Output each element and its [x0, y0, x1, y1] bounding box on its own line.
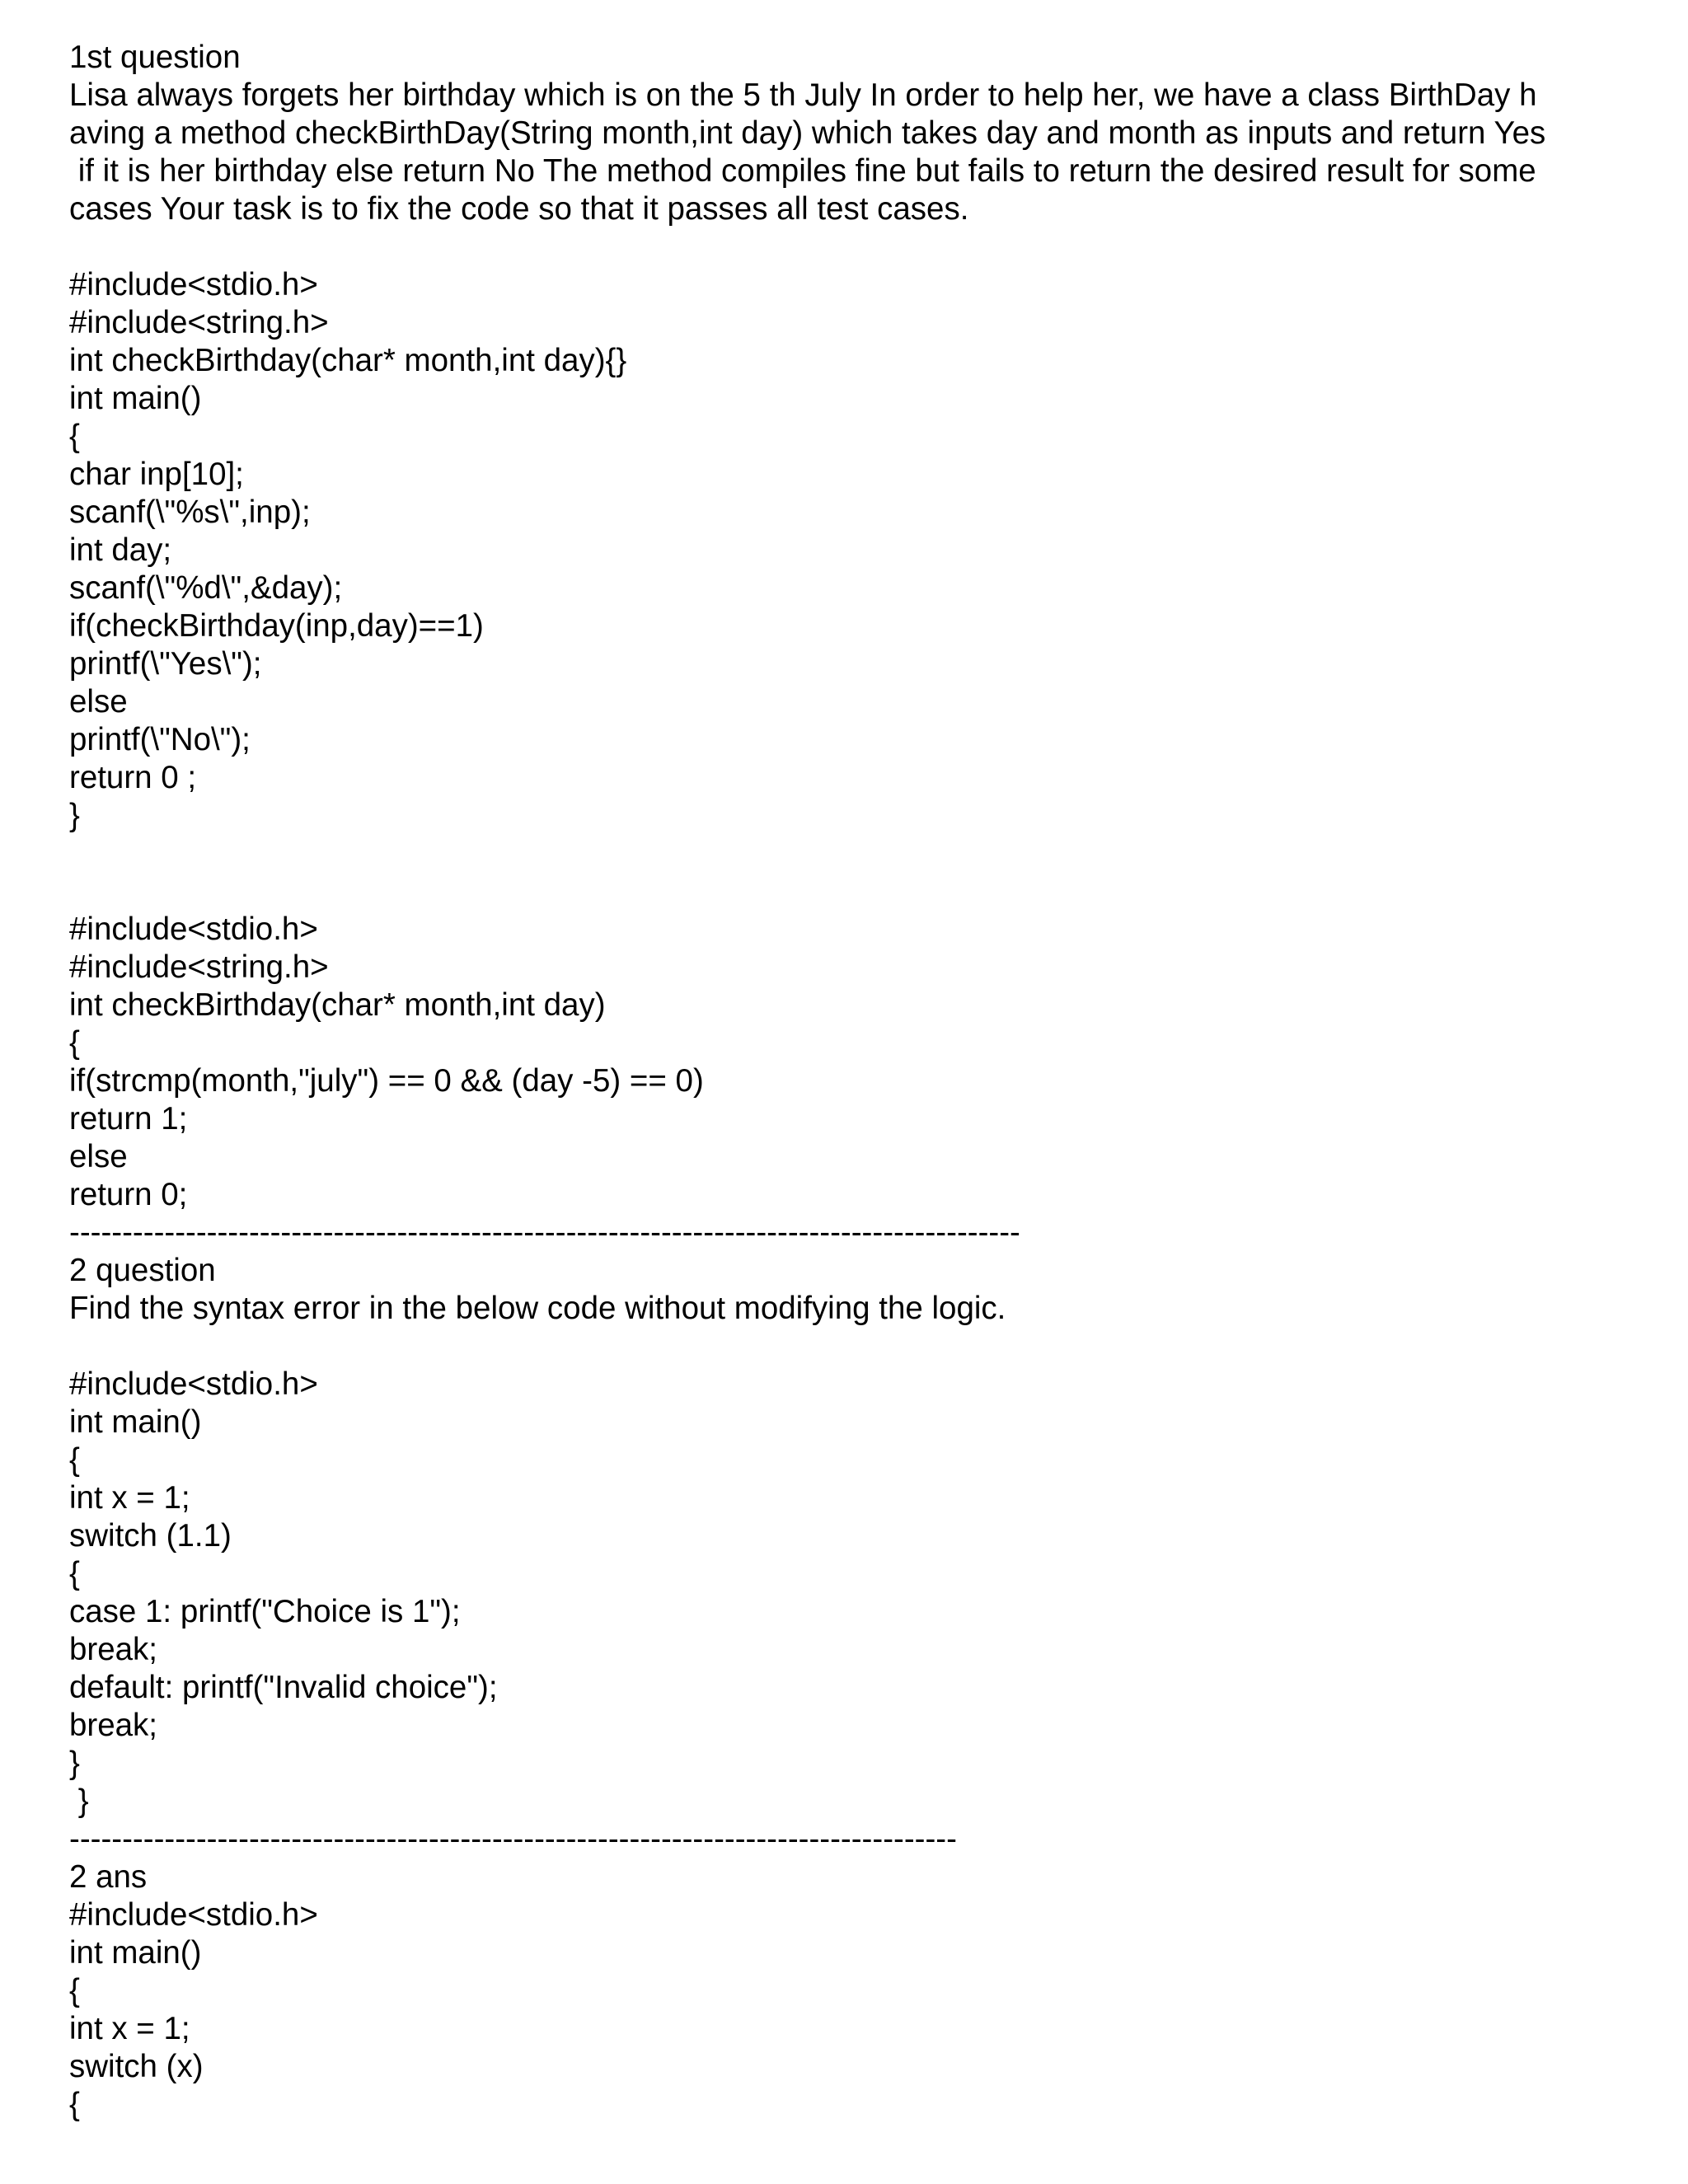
question-1-description: [69, 77, 1635, 228]
question-1-code: [69, 266, 1635, 835]
code-line: {: [69, 1556, 80, 1591]
code-line: break;: [69, 1632, 158, 1667]
question-2-answer-code: [69, 1896, 1635, 2124]
paragraph-line: aving a method checkBirthDay(String month,int day) which takes day and month as inputs and return Yes: [69, 115, 1546, 151]
code-line: {: [69, 1025, 80, 1061]
code-line: int main(): [69, 381, 202, 416]
code-line: }: [69, 1783, 89, 1819]
code-line: {: [69, 1442, 80, 1478]
code-line: #include<string.h>: [69, 305, 329, 340]
question-1-title: 1st question: [69, 40, 241, 75]
divider: ------------------------------------------------------------------------------------------: [69, 1215, 1020, 1250]
code-line: }: [69, 1746, 80, 1781]
code-line: printf(\"Yes\");: [69, 646, 262, 682]
code-line: #include<stdio.h>: [69, 1897, 318, 1933]
code-line: #include<string.h>: [69, 949, 329, 985]
code-line: break;: [69, 1708, 158, 1743]
paragraph-line: Lisa always forgets her birthday which is on the 5 th July In order to help her, we have a class BirthDay h: [69, 77, 1537, 113]
code-line: if(strcmp(month,"july") == 0 && (day -5) == 0): [69, 1063, 704, 1099]
code-line: scanf(\"%s\",inp);: [69, 494, 311, 530]
code-line: #include<stdio.h>: [69, 1366, 318, 1402]
divider: ------------------------------------------------------------------------------------: [69, 1821, 957, 1857]
code-line: int x = 1;: [69, 2011, 190, 2046]
code-line: scanf(\"%d\",&day);: [69, 570, 343, 606]
document-page: [69, 39, 1635, 2124]
code-line: else: [69, 684, 128, 719]
code-line: return 0 ;: [69, 760, 197, 795]
code-line: switch (1.1): [69, 1518, 232, 1554]
code-line: char inp[10];: [69, 457, 244, 492]
code-line: int main(): [69, 1404, 202, 1440]
code-line: int checkBirthday(char* month,int day): [69, 987, 606, 1023]
question-2-prompt: Find the syntax error in the below code without modifying the logic.: [69, 1291, 1006, 1326]
code-line: {: [69, 419, 80, 454]
code-line: return 0;: [69, 1177, 188, 1212]
question-2-title: 2 question: [69, 1253, 216, 1288]
code-line: case 1: printf("Choice is 1");: [69, 1594, 461, 1629]
code-line: int day;: [69, 532, 172, 568]
paragraph-line: if it is her birthday else return No The method compiles fine but fails to return the desired result for some: [69, 153, 1536, 189]
paragraph-line: cases Your task is to fix the code so that it passes all test cases.: [69, 191, 969, 227]
code-line: int main(): [69, 1935, 202, 1971]
code-line: if(checkBirthday(inp,day)==1): [69, 608, 484, 644]
code-line: switch (x): [69, 2049, 204, 2084]
code-line: }: [69, 798, 80, 833]
code-line: int x = 1;: [69, 1480, 190, 1516]
code-line: printf(\"No\");: [69, 722, 251, 757]
code-line: return 1;: [69, 1101, 188, 1137]
code-line: #include<stdio.h>: [69, 912, 318, 947]
question-2-answer-title: 2 ans: [69, 1859, 148, 1895]
question-2-code: [69, 1366, 1635, 1821]
code-line: else: [69, 1139, 128, 1174]
code-line: {: [69, 1973, 80, 2008]
code-line: #include<stdio.h>: [69, 267, 318, 302]
code-line: int checkBirthday(char* month,int day){}: [69, 343, 627, 378]
code-line: {: [69, 2087, 80, 2122]
code-line: default: printf("Invalid choice");: [69, 1670, 498, 1705]
question-1-answer-code: [69, 911, 1635, 1214]
